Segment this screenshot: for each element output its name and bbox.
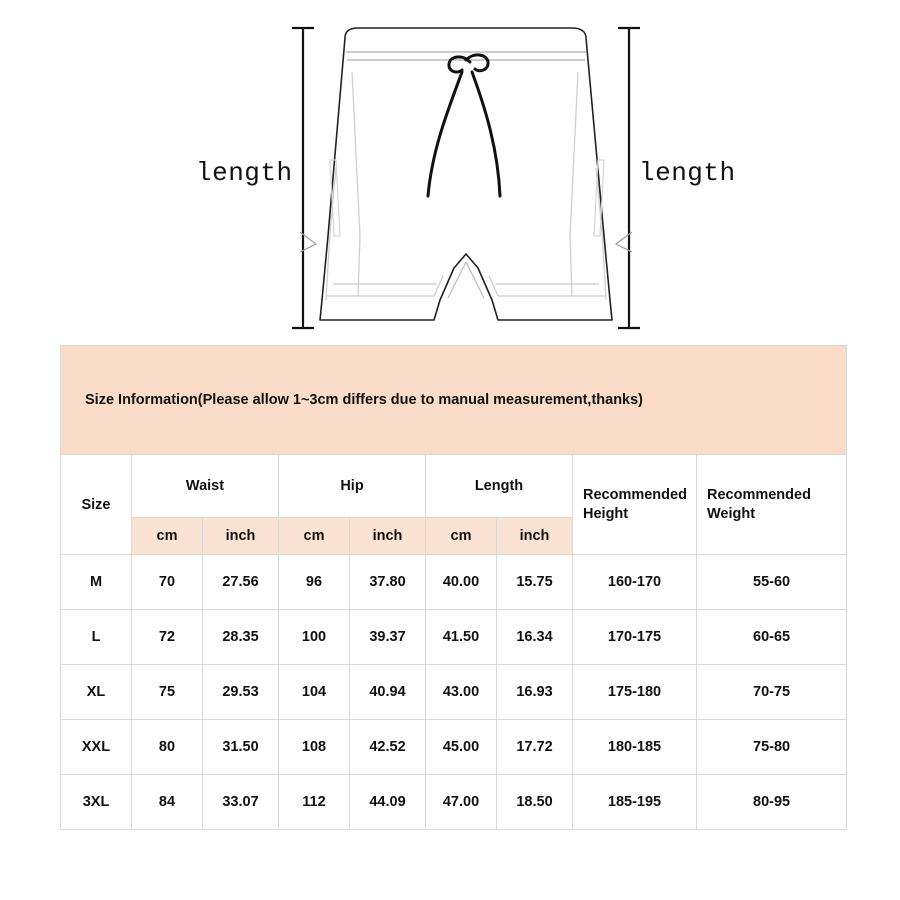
cell-size: XL xyxy=(61,665,132,720)
cell-length-inch: 16.34 xyxy=(497,610,573,665)
cell-waist-inch: 33.07 xyxy=(203,775,279,830)
cell-weight: 80-95 xyxy=(697,775,847,830)
cell-hip-cm: 96 xyxy=(279,555,350,610)
cell-size: XXL xyxy=(61,720,132,775)
header-recommended-weight: Recommended Weight xyxy=(697,455,847,555)
cell-weight: 70-75 xyxy=(697,665,847,720)
cell-waist-cm: 70 xyxy=(132,555,203,610)
cell-hip-inch: 39.37 xyxy=(350,610,426,665)
cell-length-inch: 17.72 xyxy=(497,720,573,775)
header-hip: Hip xyxy=(279,455,426,518)
cell-length-cm: 41.50 xyxy=(426,610,497,665)
table-row xyxy=(61,555,847,610)
size-table xyxy=(60,345,847,830)
cell-waist-inch: 27.56 xyxy=(203,555,279,610)
cell-length-inch: 16.93 xyxy=(497,665,573,720)
cell-height: 170-175 xyxy=(573,610,697,665)
length-label-left: length xyxy=(196,158,293,188)
cell-waist-inch: 29.53 xyxy=(203,665,279,720)
cell-waist-cm: 84 xyxy=(132,775,203,830)
unit-hip-inch: inch xyxy=(350,518,426,555)
table-row xyxy=(61,665,847,720)
table-group-header-row xyxy=(61,455,847,518)
header-length: Length xyxy=(426,455,573,518)
size-info-banner: Size Information(Please allow 1~3cm differs due to manual measurement,thanks) xyxy=(61,346,847,455)
unit-length-cm: cm xyxy=(426,518,497,555)
product-illustration xyxy=(0,0,900,345)
cell-length-cm: 40.00 xyxy=(426,555,497,610)
unit-waist-inch: inch xyxy=(203,518,279,555)
cell-waist-cm: 72 xyxy=(132,610,203,665)
table-banner-row xyxy=(61,346,847,455)
cell-hip-inch: 37.80 xyxy=(350,555,426,610)
cell-hip-cm: 104 xyxy=(279,665,350,720)
cell-hip-inch: 44.09 xyxy=(350,775,426,830)
cell-hip-inch: 40.94 xyxy=(350,665,426,720)
cell-weight: 60-65 xyxy=(697,610,847,665)
cell-weight: 55-60 xyxy=(697,555,847,610)
shorts-outline xyxy=(320,28,612,320)
unit-length-inch: inch xyxy=(497,518,573,555)
cell-waist-inch: 28.35 xyxy=(203,610,279,665)
cell-height: 160-170 xyxy=(573,555,697,610)
cell-length-inch: 18.50 xyxy=(497,775,573,830)
cell-hip-cm: 112 xyxy=(279,775,350,830)
unit-hip-cm: cm xyxy=(279,518,350,555)
table-row xyxy=(61,775,847,830)
cell-weight: 75-80 xyxy=(697,720,847,775)
cell-height: 175-180 xyxy=(573,665,697,720)
table-row xyxy=(61,720,847,775)
header-waist: Waist xyxy=(132,455,279,518)
cell-hip-cm: 100 xyxy=(279,610,350,665)
cell-length-cm: 43.00 xyxy=(426,665,497,720)
length-arrow-right xyxy=(618,28,640,328)
cell-size: M xyxy=(61,555,132,610)
length-arrow-left xyxy=(292,28,314,328)
cell-height: 185-195 xyxy=(573,775,697,830)
table-row xyxy=(61,610,847,665)
cell-length-cm: 47.00 xyxy=(426,775,497,830)
cell-waist-cm: 75 xyxy=(132,665,203,720)
cell-size: 3XL xyxy=(61,775,132,830)
header-size: Size xyxy=(61,455,132,555)
cell-length-inch: 15.75 xyxy=(497,555,573,610)
cell-height: 180-185 xyxy=(573,720,697,775)
header-recommended-height: Recommended Height xyxy=(573,455,697,555)
cell-length-cm: 45.00 xyxy=(426,720,497,775)
size-chart xyxy=(60,345,843,830)
cell-hip-cm: 108 xyxy=(279,720,350,775)
unit-waist-cm: cm xyxy=(132,518,203,555)
shorts-diagram xyxy=(0,0,900,345)
cell-waist-cm: 80 xyxy=(132,720,203,775)
cell-waist-inch: 31.50 xyxy=(203,720,279,775)
cell-hip-inch: 42.52 xyxy=(350,720,426,775)
cell-size: L xyxy=(61,610,132,665)
length-label-right: length xyxy=(639,158,736,188)
